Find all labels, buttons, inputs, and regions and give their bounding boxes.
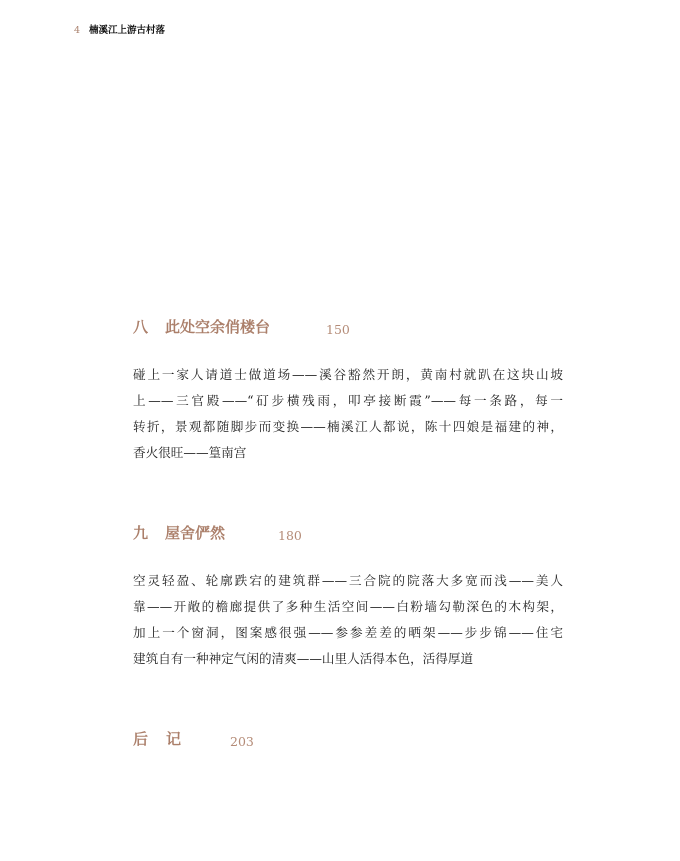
- summary-line: 空灵轻盈、轮廓跌宕的建筑群——三合院的院落大多宽而浅——美人: [133, 573, 563, 588]
- section-heading[interactable]: [133, 524, 563, 544]
- section-title: 此处空余俏楼台: [165, 318, 271, 336]
- section-heading[interactable]: [133, 730, 563, 750]
- section-page-number: 150: [326, 322, 350, 337]
- book-title: 楠溪江上游古村落: [89, 25, 166, 36]
- section-title: 记: [166, 730, 182, 748]
- summary-line: 碰上一家人请道士做道场——溪谷豁然开朗，黄南村就趴在这块山坡: [133, 367, 563, 382]
- running-header: [74, 25, 165, 37]
- summary-line: 建筑自有一种神定气闲的清爽——山里人活得本色，活得厚道: [133, 651, 474, 666]
- summary-line: 香火很旺——篁南宫: [133, 445, 247, 460]
- summary-line: 转折，景观都随脚步而变换——楠溪江人都说，陈十四娘是福建的神，: [133, 419, 563, 434]
- toc-section-afterword: [133, 730, 563, 750]
- section-page-number: 203: [230, 734, 254, 749]
- summary-line: 加上一个窗洞，图案感很强——参参差差的晒架——步步锦——住宅: [133, 625, 563, 640]
- section-number: 九: [133, 524, 149, 542]
- page-number: 4: [74, 25, 81, 36]
- section-heading[interactable]: [133, 318, 563, 338]
- toc-section-9: [133, 524, 563, 672]
- section-number: 八: [133, 318, 149, 336]
- summary-line: 上——三官殿——“矴步横残雨，叩亭接断霞”——每一条路，每一: [133, 393, 563, 408]
- section-summary: [133, 568, 563, 672]
- summary-line: 靠——开敞的檐廊提供了多种生活空间——白粉墙勾勒深色的木构架，: [133, 599, 563, 614]
- section-summary: [133, 362, 563, 466]
- section-number: 后: [133, 730, 149, 748]
- toc-section-8: [133, 318, 563, 466]
- section-page-number: 180: [278, 528, 302, 543]
- section-title: 屋舍俨然: [165, 524, 226, 542]
